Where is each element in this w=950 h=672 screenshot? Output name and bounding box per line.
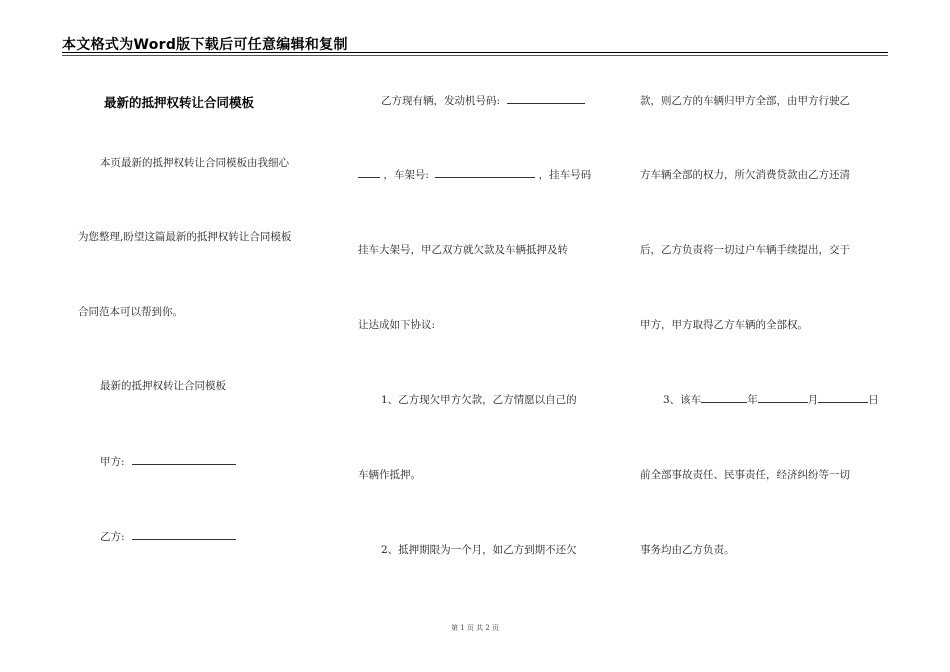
party-b-blank <box>132 530 236 540</box>
month-label: 月 <box>807 394 819 406</box>
page-number: 第 1 页 共 2 页 <box>450 624 500 632</box>
party-a-blank <box>132 455 236 465</box>
col2-line-1 <box>381 93 585 108</box>
subtitle-line: 最新的抵押权转让合同模板 <box>100 380 226 392</box>
party-a-line <box>100 454 236 469</box>
col2-line-2 <box>358 167 591 182</box>
clause-3-prefix: 3、该车 <box>663 394 702 406</box>
col2-line-1-text: 乙方现有辆，发动机号码: <box>381 95 501 107</box>
engine-number-blank-cont <box>358 168 380 178</box>
col3-line-2: 方车辆全部的权力，所欠消费贷款由乙方还清 <box>640 169 850 181</box>
document-title: 最新的抵押权转让合同模板 <box>104 95 255 110</box>
clause-3-line-3: 事务均由乙方负责。 <box>640 544 735 556</box>
engine-number-blank <box>507 94 585 104</box>
party-b-line <box>100 529 236 544</box>
day-label: 日 <box>868 394 879 406</box>
clause-1-line-1: 1、乙方现欠甲方欠款，乙方情愿以自己的 <box>381 394 577 406</box>
clause-3-line-2: 前全部事故责任、民事责任，经济纠纷等一切 <box>640 469 850 481</box>
day-blank <box>818 393 868 403</box>
col3-line-1: 款，则乙方的车辆归甲方全部，由甲方行驶乙 <box>640 95 850 107</box>
col2-line-4: 让达成如下协议: <box>358 319 436 331</box>
header-rule-thin <box>62 55 888 56</box>
month-blank <box>758 393 808 403</box>
clause-2-line-1: 2、抵押期限为一个月，如乙方到期不还欠 <box>381 544 577 556</box>
year-label: 年 <box>747 394 758 406</box>
intro-line-2: 为您整理,盼望这篇最新的抵押权转让合同模板 <box>78 231 292 243</box>
header-title: 本文格式为Word版下载后可任意编辑和复制 <box>62 37 348 53</box>
year-blank <box>701 393 747 403</box>
header-rule <box>62 52 888 53</box>
col2-line-3: 挂车大架号，甲乙双方就欠款及车辆抵押及转 <box>358 244 568 256</box>
clause-1-line-2: 车辆作抵押。 <box>358 469 421 481</box>
col3-line-3: 后，乙方负责将一切过户车辆手续提出，交于 <box>640 244 850 256</box>
col3-line-4: 甲方，甲方取得乙方车辆的全部权。 <box>640 319 808 331</box>
clause-3-line-1 <box>663 392 879 407</box>
intro-line-1: 本页最新的抵押权转让合同模板由我细心 <box>100 157 289 169</box>
intro-line-3: 合同范本可以帮到你。 <box>78 306 183 318</box>
party-a-label: 甲方: <box>100 456 125 468</box>
party-b-label: 乙方: <box>100 531 125 543</box>
frame-number-label: ，车架号: <box>383 169 429 181</box>
trailer-number-label: ，挂车号码 <box>538 169 592 181</box>
frame-number-blank <box>435 168 535 178</box>
